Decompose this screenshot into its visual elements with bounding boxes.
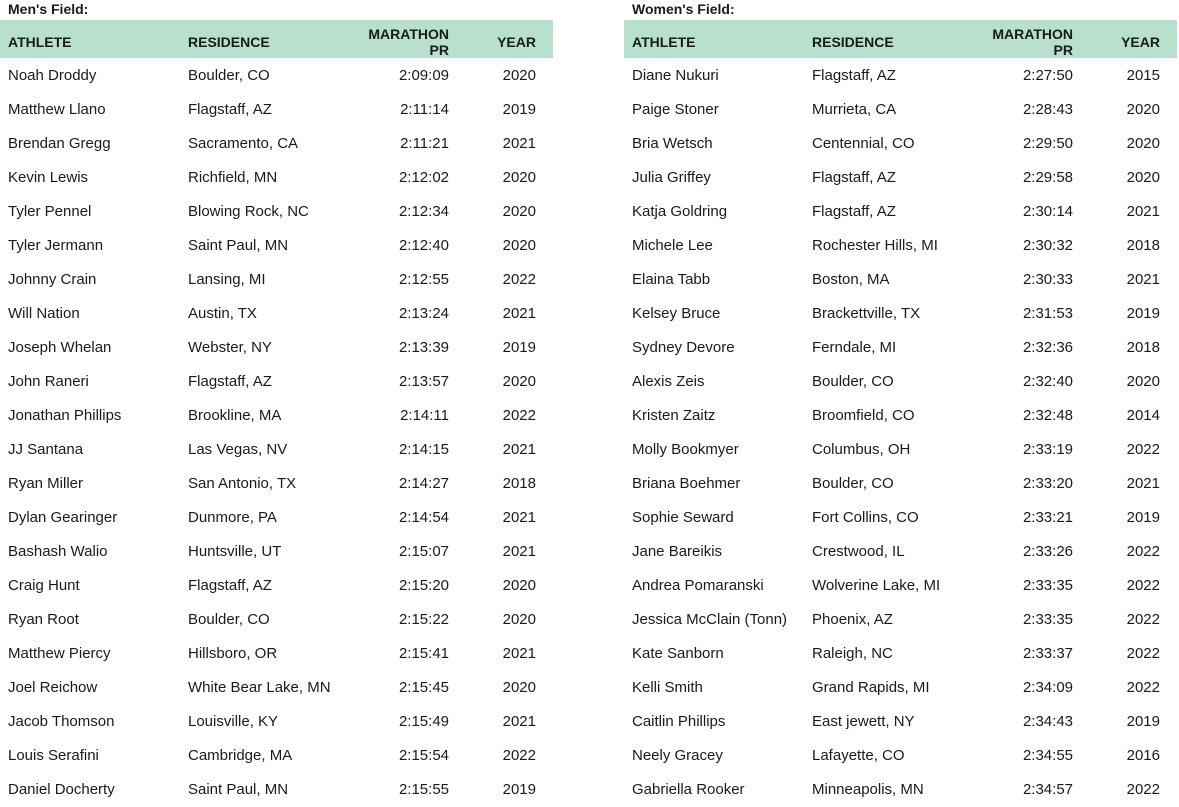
year-column-header: YEAR: [1121, 34, 1160, 50]
marathon-pr: 2:34:43: [1022, 712, 1073, 730]
table-row: [0, 670, 553, 704]
marathon-pr: 2:13:24: [398, 304, 449, 322]
marathon-pr: 2:32:36: [1022, 338, 1073, 356]
pr-year: 2020: [502, 66, 536, 84]
pr-year: 2021: [1126, 474, 1160, 492]
residence: Boston, MA: [812, 270, 890, 288]
residence: Wolverine Lake, MI: [812, 576, 941, 594]
table-row: [624, 534, 1177, 568]
athlete-name: Kristen Zaitz: [632, 406, 716, 424]
marathon-pr: 2:11:14: [400, 100, 449, 118]
marathon-pr: 2:14:11: [400, 406, 449, 424]
residence: White Bear Lake, MN: [188, 678, 331, 696]
marathon-pr: 2:12:02: [398, 168, 449, 186]
residence: East jewett, NY: [812, 712, 915, 730]
marathon-pr: 2:15:22: [398, 610, 449, 628]
marathon-pr: 2:15:20: [398, 576, 449, 594]
table-row: [624, 432, 1177, 466]
athlete-name: Molly Bookmyer: [632, 440, 739, 458]
residence-column-header: RESIDENCE: [188, 34, 270, 50]
pr-year: 2022: [1126, 576, 1160, 594]
marathon-pr: 2:09:09: [398, 66, 449, 84]
athlete-name: Sophie Seward: [632, 508, 734, 526]
pr-year: 2020: [502, 236, 536, 254]
table-row: [624, 262, 1177, 296]
womens-field-table: [624, 20, 1177, 806]
residence: Boulder, CO: [188, 610, 270, 628]
residence: Austin, TX: [188, 304, 257, 322]
residence: Columbus, OH: [812, 440, 911, 458]
residence: Flagstaff, AZ: [188, 372, 272, 390]
residence: Flagstaff, AZ: [812, 66, 896, 84]
pr-year: 2022: [1126, 678, 1160, 696]
athlete-name: Neely Gracey: [632, 746, 723, 764]
marathon-pr: 2:33:26: [1022, 542, 1073, 560]
residence: Blowing Rock, NC: [188, 202, 309, 220]
pr-year: 2021: [502, 644, 536, 662]
table-row: [624, 330, 1177, 364]
table-row: [0, 330, 553, 364]
pr-year: 2021: [502, 712, 536, 730]
pr-year: 2020: [1126, 372, 1160, 390]
pr-year: 2022: [1126, 542, 1160, 560]
athlete-column-header: ATHLETE: [8, 34, 72, 50]
athlete-name: John Raneri: [8, 372, 89, 390]
table-row: [624, 738, 1177, 772]
residence: Boulder, CO: [812, 372, 894, 390]
table-row: [0, 364, 553, 398]
pr-year: 2021: [502, 440, 536, 458]
marathon-pr: 2:29:50: [1022, 134, 1073, 152]
table-row: [0, 704, 553, 738]
residence: Crestwood, IL: [812, 542, 905, 560]
table-row: [0, 432, 553, 466]
table-row: [624, 398, 1177, 432]
marathon-pr: 2:11:21: [400, 134, 449, 152]
table-row: [624, 568, 1177, 602]
residence: Las Vegas, NV: [188, 440, 288, 458]
athlete-name: Andrea Pomaranski: [632, 576, 764, 594]
table-row: [624, 160, 1177, 194]
residence: Lansing, MI: [188, 270, 266, 288]
table-header-row: [0, 20, 553, 58]
mens-field-title: Men's Field:: [8, 1, 89, 17]
marathon-pr: 2:29:58: [1022, 168, 1073, 186]
table-row: [624, 126, 1177, 160]
marathon-pr: 2:14:15: [398, 440, 449, 458]
residence: Webster, NY: [188, 338, 272, 356]
residence: Flagstaff, AZ: [188, 100, 272, 118]
residence-column-header: RESIDENCE: [812, 34, 894, 50]
athlete-name: Jane Bareikis: [632, 542, 723, 560]
athlete-name: Daniel Docherty: [8, 780, 115, 798]
athlete-name: Craig Hunt: [8, 576, 80, 594]
table-row: [0, 466, 553, 500]
athlete-name: Jonathan Phillips: [8, 406, 122, 424]
residence: Centennial, CO: [812, 134, 915, 152]
marathon-pr: 2:28:43: [1022, 100, 1073, 118]
athlete-name: Louis Serafini: [8, 746, 99, 764]
marathon-pr: 2:34:09: [1022, 678, 1073, 696]
marathon-pr: 2:13:39: [398, 338, 449, 356]
athlete-name: Kelsey Bruce: [632, 304, 721, 322]
residence: Brackettville, TX: [812, 304, 921, 322]
table-row: [0, 262, 553, 296]
marathon-pr: 2:33:37: [1022, 644, 1073, 662]
athlete-name: Caitlin Phillips: [632, 712, 726, 730]
residence: Dunmore, PA: [188, 508, 277, 526]
table-row: [624, 228, 1177, 262]
table-row: [624, 636, 1177, 670]
table-row: [0, 126, 553, 160]
marathon-pr: 2:15:45: [398, 678, 449, 696]
marathon-pr: 2:31:53: [1022, 304, 1073, 322]
pr-year: 2018: [1126, 338, 1160, 356]
marathon-pr: 2:33:20: [1022, 474, 1073, 492]
pr-year: 2014: [1126, 406, 1160, 424]
residence: Flagstaff, AZ: [812, 202, 896, 220]
residence: San Antonio, TX: [188, 474, 297, 492]
pr-year: 2021: [502, 542, 536, 560]
table-row: [624, 602, 1177, 636]
marathon-pr: 2:34:55: [1022, 746, 1073, 764]
athlete-name: Jacob Thomson: [8, 712, 115, 730]
athlete-name: Kevin Lewis: [8, 168, 89, 186]
pr-year: 2020: [502, 168, 536, 186]
marathon-pr: 2:30:32: [1022, 236, 1073, 254]
marathon-pr-column-header: MARATHON PR: [992, 26, 1073, 58]
athlete-name: Katja Goldring: [632, 202, 728, 220]
residence: Flagstaff, AZ: [188, 576, 272, 594]
pr-year: 2016: [1126, 746, 1160, 764]
table-row: [624, 500, 1177, 534]
table-row: [624, 296, 1177, 330]
table-row: [624, 670, 1177, 704]
pr-year: 2022: [502, 406, 536, 424]
pr-year: 2020: [502, 678, 536, 696]
table-row: [624, 194, 1177, 228]
pr-year: 2022: [1126, 644, 1160, 662]
athlete-name: Bria Wetsch: [632, 134, 713, 152]
marathon-pr: 2:12:55: [398, 270, 449, 288]
table-row: [0, 738, 553, 772]
pr-year: 2018: [1126, 236, 1160, 254]
pr-year: 2019: [502, 100, 536, 118]
athlete-name: Dylan Gearinger: [8, 508, 118, 526]
residence: Fort Collins, CO: [812, 508, 919, 526]
marathon-pr: 2:30:33: [1022, 270, 1073, 288]
athlete-name: Tyler Jermann: [8, 236, 104, 254]
pr-year: 2020: [502, 372, 536, 390]
table-row: [0, 296, 553, 330]
residence: Richfield, MN: [188, 168, 278, 186]
marathon-pr: 2:15:49: [398, 712, 449, 730]
pr-year: 2019: [502, 338, 536, 356]
athlete-name: Kate Sanborn: [632, 644, 724, 662]
pr-year: 2020: [502, 610, 536, 628]
athlete-name: Joel Reichow: [8, 678, 98, 696]
pr-year: 2015: [1126, 66, 1160, 84]
pr-year: 2022: [1126, 440, 1160, 458]
pr-year: 2018: [502, 474, 536, 492]
marathon-pr: 2:33:21: [1022, 508, 1073, 526]
pr-year: 2022: [1126, 610, 1160, 628]
residence: Broomfield, CO: [812, 406, 915, 424]
marathon-pr: 2:12:40: [398, 236, 449, 254]
pr-year: 2020: [1126, 134, 1160, 152]
table-row: [624, 704, 1177, 738]
residence: Huntsville, UT: [188, 542, 282, 560]
table-row: [0, 228, 553, 262]
athlete-name: Tyler Pennel: [8, 202, 92, 220]
pr-year: 2021: [502, 134, 536, 152]
athlete-name: Will Nation: [8, 304, 80, 322]
marathon-pr: 2:15:41: [398, 644, 449, 662]
table-row: [624, 58, 1177, 92]
womens-field-section: [624, 0, 1177, 806]
residence: Saint Paul, MN: [188, 780, 289, 798]
athlete-name: Paige Stoner: [632, 100, 719, 118]
residence: Phoenix, AZ: [812, 610, 893, 628]
marathon-pr: 2:34:57: [1022, 780, 1073, 798]
marathon-pr: 2:27:50: [1022, 66, 1073, 84]
residence: Louisville, KY: [188, 712, 279, 730]
table-row: [0, 636, 553, 670]
table-row: [0, 500, 553, 534]
residence: Cambridge, MA: [188, 746, 293, 764]
table-header-row: [624, 20, 1177, 58]
marathon-pr: 2:15:55: [398, 780, 449, 798]
table-row: [0, 534, 553, 568]
athlete-name: Briana Boehmer: [632, 474, 741, 492]
womens-field-title: Women's Field:: [632, 1, 735, 17]
residence: Brookline, MA: [188, 406, 282, 424]
pr-year: 2021: [1126, 202, 1160, 220]
table-row: [624, 466, 1177, 500]
athlete-name: Ryan Root: [8, 610, 79, 628]
pr-year: 2022: [502, 746, 536, 764]
pr-year: 2020: [1126, 100, 1160, 118]
athlete-name: Johnny Crain: [8, 270, 97, 288]
pr-year: 2021: [1126, 270, 1160, 288]
athlete-name: Matthew Piercy: [8, 644, 111, 662]
womens-field-rows: [624, 58, 1177, 806]
mens-field-rows: [0, 58, 553, 806]
table-row: [0, 568, 553, 602]
marathon-pr: 2:33:19: [1022, 440, 1073, 458]
pr-year: 2019: [502, 780, 536, 798]
athlete-name: Michele Lee: [632, 236, 713, 254]
pr-year: 2019: [1126, 304, 1160, 322]
athlete-name: JJ Santana: [8, 440, 84, 458]
athlete-name: Ryan Miller: [8, 474, 84, 492]
athlete-name: Bashash Walio: [8, 542, 108, 560]
pr-year: 2020: [1126, 168, 1160, 186]
pr-year: 2019: [1126, 712, 1160, 730]
marathon-pr: 2:14:54: [398, 508, 449, 526]
marathon-pr: 2:13:57: [398, 372, 449, 390]
residence: Hillsboro, OR: [188, 644, 278, 662]
table-row: [0, 58, 553, 92]
marathon-pr-column-header: MARATHON PR: [368, 26, 449, 58]
residence: Flagstaff, AZ: [812, 168, 896, 186]
pr-year: 2020: [502, 576, 536, 594]
table-row: [0, 160, 553, 194]
marathon-pr: 2:33:35: [1022, 576, 1073, 594]
residence: Sacramento, CA: [188, 134, 299, 152]
marathon-pr: 2:32:48: [1022, 406, 1073, 424]
marathon-pr: 2:15:07: [398, 542, 449, 560]
residence: Raleigh, NC: [812, 644, 893, 662]
marathon-pr: 2:14:27: [398, 474, 449, 492]
residence: Grand Rapids, MI: [812, 678, 930, 696]
marathon-pr: 2:33:35: [1022, 610, 1073, 628]
residence: Lafayette, CO: [812, 746, 905, 764]
table-row: [0, 92, 553, 126]
pr-year: 2019: [1126, 508, 1160, 526]
athlete-name: Sydney Devore: [632, 338, 735, 356]
mens-field-section: [0, 0, 553, 806]
year-column-header: YEAR: [497, 34, 536, 50]
table-row: [0, 602, 553, 636]
pr-year: 2020: [502, 202, 536, 220]
pr-year: 2021: [502, 304, 536, 322]
marathon-pr: 2:30:14: [1022, 202, 1073, 220]
table-row: [624, 364, 1177, 398]
athlete-name: Kelli Smith: [632, 678, 703, 696]
athlete-name: Julia Griffey: [632, 168, 711, 186]
table-row: [624, 92, 1177, 126]
residence: Saint Paul, MN: [188, 236, 289, 254]
table-row: [0, 398, 553, 432]
residence: Rochester Hills, MI: [812, 236, 938, 254]
residence: Ferndale, MI: [812, 338, 897, 356]
residence: Minneapolis, MN: [812, 780, 924, 798]
table-row: [0, 772, 553, 806]
athlete-column-header: ATHLETE: [632, 34, 696, 50]
table-row: [0, 194, 553, 228]
athlete-name: Jessica McClain (Tonn): [632, 610, 788, 628]
athlete-name: Joseph Whelan: [8, 338, 112, 356]
residence: Murrieta, CA: [812, 100, 897, 118]
pr-year: 2022: [502, 270, 536, 288]
marathon-pr: 2:32:40: [1022, 372, 1073, 390]
athlete-name: Brendan Gregg: [8, 134, 111, 152]
athlete-name: Gabriella Rooker: [632, 780, 745, 798]
marathon-pr: 2:15:54: [398, 746, 449, 764]
residence: Boulder, CO: [812, 474, 894, 492]
residence: Boulder, CO: [188, 66, 270, 84]
athlete-name: Alexis Zeis: [632, 372, 705, 390]
athlete-name: Matthew Llano: [8, 100, 106, 118]
table-row: [624, 772, 1177, 806]
pr-year: 2022: [1126, 780, 1160, 798]
athlete-name: Noah Droddy: [8, 66, 97, 84]
pr-year: 2021: [502, 508, 536, 526]
athlete-name: Elaina Tabb: [632, 270, 711, 288]
marathon-pr: 2:12:34: [398, 202, 449, 220]
mens-field-table: [0, 20, 553, 806]
athlete-name: Diane Nukuri: [632, 66, 719, 84]
